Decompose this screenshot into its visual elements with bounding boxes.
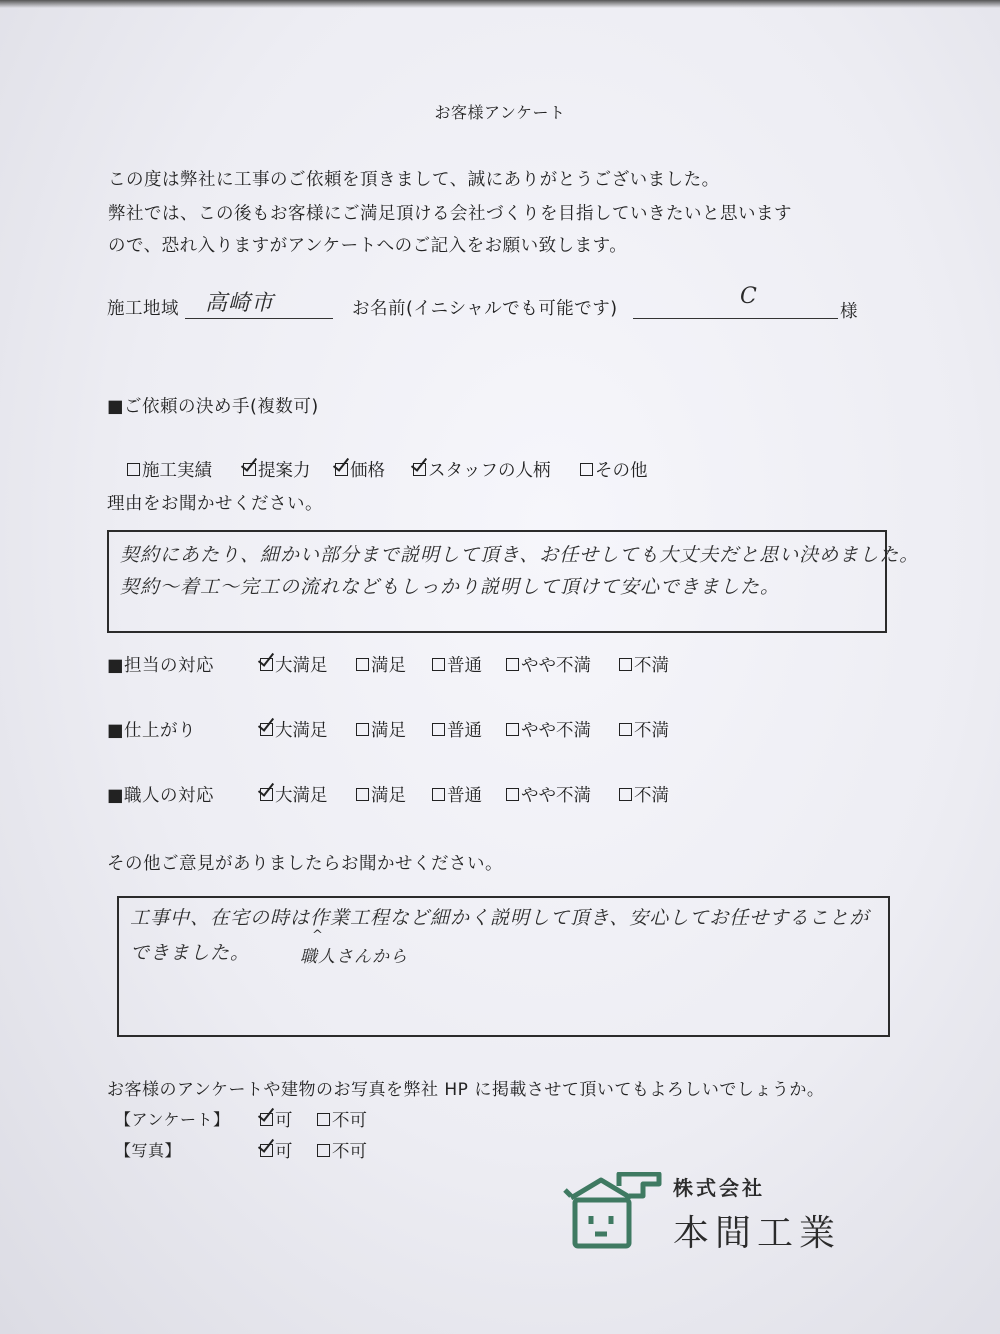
- rating-2-option-1[interactable]: [356, 782, 406, 807]
- rating-1-option-1-label: 満足: [371, 721, 406, 741]
- rating-0-option-2[interactable]: [432, 652, 482, 677]
- rating-0-option-3[interactable]: [506, 652, 591, 677]
- rating-2-option-2[interactable]: [432, 782, 482, 807]
- area-value[interactable]: 高崎市: [205, 291, 275, 316]
- checkbox-icon[interactable]: [506, 788, 519, 801]
- rating-1-option-1[interactable]: [356, 717, 406, 742]
- rating-2-option-4[interactable]: [619, 782, 669, 807]
- permission-label-0: 【アンケート】: [115, 1110, 230, 1129]
- checkbox-icon[interactable]: [317, 1144, 330, 1157]
- reason-line-2: 契約～着工～完工の流れなどもしっかり説明して頂けて安心できました。: [120, 576, 781, 598]
- checkbox-icon[interactable]: [619, 658, 632, 671]
- checkbox-icon[interactable]: [356, 788, 369, 801]
- rating-1-option-2[interactable]: [432, 717, 482, 742]
- rating-2-option-3-label: やや不満: [521, 786, 591, 806]
- decision-option-3[interactable]: [413, 457, 551, 482]
- intro-line-3: ので、恐れ入りますがアンケートへのご記入をお願い致します。: [108, 236, 628, 256]
- permission-0-no-label: 不可: [332, 1111, 367, 1131]
- rating-2-option-0-label: 大満足: [275, 786, 328, 806]
- decision-option-2-label: 価格: [350, 461, 385, 481]
- checkbox-icon[interactable]: [619, 723, 632, 736]
- permission-question: お客様のアンケートや建物のお写真を弊社 HP に掲載させて頂いてもよろしいでしょうか。: [107, 1080, 825, 1100]
- checkbox-icon[interactable]: [432, 723, 445, 736]
- intro-line-2: 弊社では、この後もお客様にご満足頂ける会社づくりを目指していきたいと思います: [108, 204, 792, 224]
- rating-0-option-4-label: 不満: [634, 656, 669, 676]
- decision-option-1-label: 提案力: [258, 461, 311, 481]
- checkbox-checked-icon[interactable]: [413, 463, 426, 476]
- checkbox-checked-icon[interactable]: [335, 463, 348, 476]
- rating-2-option-1-label: 満足: [371, 786, 406, 806]
- permission-0-yes[interactable]: [260, 1107, 293, 1132]
- permission-0-no[interactable]: [317, 1107, 367, 1132]
- name-value[interactable]: C: [740, 284, 758, 309]
- checkbox-checked-icon[interactable]: [260, 723, 273, 736]
- checkbox-checked-icon[interactable]: [260, 1113, 273, 1126]
- rating-0-option-0[interactable]: [260, 652, 328, 677]
- rating-1-option-0-label: 大満足: [275, 721, 328, 741]
- name-underline: [633, 318, 838, 319]
- rating-2-option-4-label: 不満: [634, 786, 669, 806]
- rating-row-label-0: ■担当の対応: [107, 656, 215, 676]
- company-type: 株式会社: [673, 1176, 765, 1200]
- rating-1-option-3-label: やや不満: [521, 721, 591, 741]
- permission-1-yes[interactable]: [260, 1138, 293, 1163]
- checkbox-icon[interactable]: [356, 658, 369, 671]
- permission-label-1: 【写真】: [115, 1141, 182, 1160]
- permission-1-yes-label: 可: [275, 1142, 293, 1162]
- intro-line-1: この度は弊社に工事のご依頼を頂きまして、誠にありがとうございました。: [108, 170, 720, 190]
- decision-option-3-label: スタッフの人柄: [428, 461, 551, 481]
- decision-option-0-label: 施工実績: [142, 461, 212, 481]
- checkbox-icon[interactable]: [619, 788, 632, 801]
- comments-insert: 職人さんから: [300, 947, 408, 967]
- decision-option-1[interactable]: [243, 457, 311, 482]
- name-label: お名前(イニシャルでも可能です): [352, 299, 618, 319]
- comments-line-1: 工事中、在宅の時は作業工程など細かく説明して頂き、安心してお任せすることが: [130, 907, 870, 929]
- reason-prompt: 理由をお聞かせください。: [107, 494, 323, 514]
- checkbox-icon[interactable]: [506, 658, 519, 671]
- rating-row-label-2: ■職人の対応: [107, 786, 215, 806]
- top-shadow: [0, 0, 1000, 8]
- decision-heading: ■ご依頼の決め手(複数可): [107, 397, 319, 417]
- decision-option-4-label: その他: [595, 461, 648, 481]
- checkbox-icon[interactable]: [317, 1113, 330, 1126]
- permission-0-yes-label: 可: [275, 1111, 293, 1131]
- reason-line-1: 契約にあたり、細かい部分まで説明して頂き、お任せしても大丈夫だと思い決めました。: [120, 544, 920, 566]
- company-name: 本間工業: [673, 1213, 842, 1254]
- rating-1-option-3[interactable]: [506, 717, 591, 742]
- rating-0-option-0-label: 大満足: [275, 656, 328, 676]
- permission-1-no[interactable]: [317, 1138, 367, 1163]
- permission-1-no-label: 不可: [332, 1142, 367, 1162]
- rating-0-option-2-label: 普通: [447, 656, 482, 676]
- decision-option-0[interactable]: [127, 457, 212, 482]
- insert-caret: ^: [312, 928, 324, 943]
- rating-0-option-1-label: 満足: [371, 656, 406, 676]
- checkbox-checked-icon[interactable]: [243, 463, 256, 476]
- rating-1-option-4[interactable]: [619, 717, 669, 742]
- rating-1-option-2-label: 普通: [447, 721, 482, 741]
- survey-title: お客様アンケート: [434, 103, 566, 122]
- checkbox-checked-icon[interactable]: [260, 658, 273, 671]
- rating-1-option-0[interactable]: [260, 717, 328, 742]
- checkbox-icon[interactable]: [356, 723, 369, 736]
- rating-row-label-1: ■仕上がり: [107, 721, 197, 741]
- checkbox-icon[interactable]: [127, 463, 140, 476]
- checkbox-icon[interactable]: [432, 658, 445, 671]
- rating-2-option-0[interactable]: [260, 782, 328, 807]
- rating-2-option-3[interactable]: [506, 782, 591, 807]
- decision-option-2[interactable]: [335, 457, 385, 482]
- checkbox-icon[interactable]: [580, 463, 593, 476]
- rating-1-option-4-label: 不満: [634, 721, 669, 741]
- area-underline: [185, 318, 333, 319]
- decision-option-4[interactable]: [580, 457, 648, 482]
- house-icon: [565, 1174, 659, 1246]
- rating-0-option-4[interactable]: [619, 652, 669, 677]
- comments-prompt: その他ご意見がありましたらお聞かせください。: [107, 854, 503, 874]
- rating-0-option-3-label: やや不満: [521, 656, 591, 676]
- checkbox-icon[interactable]: [506, 723, 519, 736]
- rating-0-option-1[interactable]: [356, 652, 406, 677]
- checkbox-checked-icon[interactable]: [260, 788, 273, 801]
- area-label: 施工地域: [107, 299, 179, 319]
- checkbox-icon[interactable]: [432, 788, 445, 801]
- checkbox-checked-icon[interactable]: [260, 1144, 273, 1157]
- name-suffix: 様: [840, 302, 858, 322]
- comments-line-2: できました。: [130, 942, 251, 964]
- rating-2-option-2-label: 普通: [447, 786, 482, 806]
